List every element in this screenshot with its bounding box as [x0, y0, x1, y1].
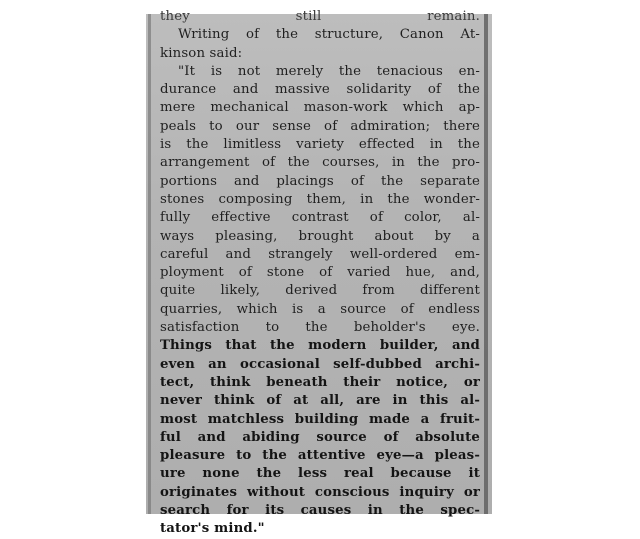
article-line: durance and massive solidarity of the — [160, 82, 480, 98]
article-line: originates without conscious inquiry or — [160, 484, 480, 500]
column-rule-left — [148, 14, 151, 514]
article-line: stones composing them, in the wonder- — [160, 191, 480, 207]
article-line: quarries, which is a source of endless — [160, 301, 480, 317]
article-line: ployment of stone of varied hue, and, — [160, 265, 480, 281]
article-line: is the limitless variety effected in the — [160, 137, 480, 153]
article-line: most matchless building made a fruit- — [160, 411, 480, 427]
article-line: fully effective contrast of color, al- — [160, 210, 480, 226]
article-line: Writing of the structure, Canon At- — [178, 27, 480, 43]
article-text — [160, 8, 480, 539]
article-line: ways pleasing, brought about by a — [160, 228, 480, 244]
article-line: careful and strangely well-ordered em- — [160, 246, 480, 262]
article-line: even an occasional self-dubbed archi- — [160, 356, 480, 372]
article-line: they still remain. — [160, 9, 480, 24]
article-line: mere mechanical mason-work which ap- — [160, 100, 480, 116]
article-line: search for its causes in the spec- — [160, 503, 480, 519]
newspaper-clipping — [146, 9, 492, 537]
article-line: quite likely, derived from different — [160, 283, 480, 299]
article-line: tect, think beneath their notice, or — [160, 374, 480, 390]
article-line: Things that the modern builder, and — [160, 338, 480, 354]
article-line: never think of at all, are in this al- — [160, 393, 480, 409]
article-line: "It is not merely the tenacious en- — [178, 63, 480, 79]
article-line: portions and placings of the separate — [160, 173, 480, 189]
article-line: kinson said: — [160, 45, 243, 61]
article-line: arrangement of the courses, in the pro- — [160, 155, 480, 171]
article-line: peals to our sense of admiration; there — [160, 118, 480, 134]
article-line: ful and abiding source of absolute — [160, 429, 480, 445]
article-line: tator's mind." — [160, 521, 265, 537]
column-rule-right — [484, 14, 488, 514]
article-line: ure none the less real because it — [160, 466, 480, 482]
article-line: satisfaction to the beholder's eye. — [160, 320, 480, 336]
article-line: pleasure to the attentive eye—a pleas- — [160, 448, 480, 464]
